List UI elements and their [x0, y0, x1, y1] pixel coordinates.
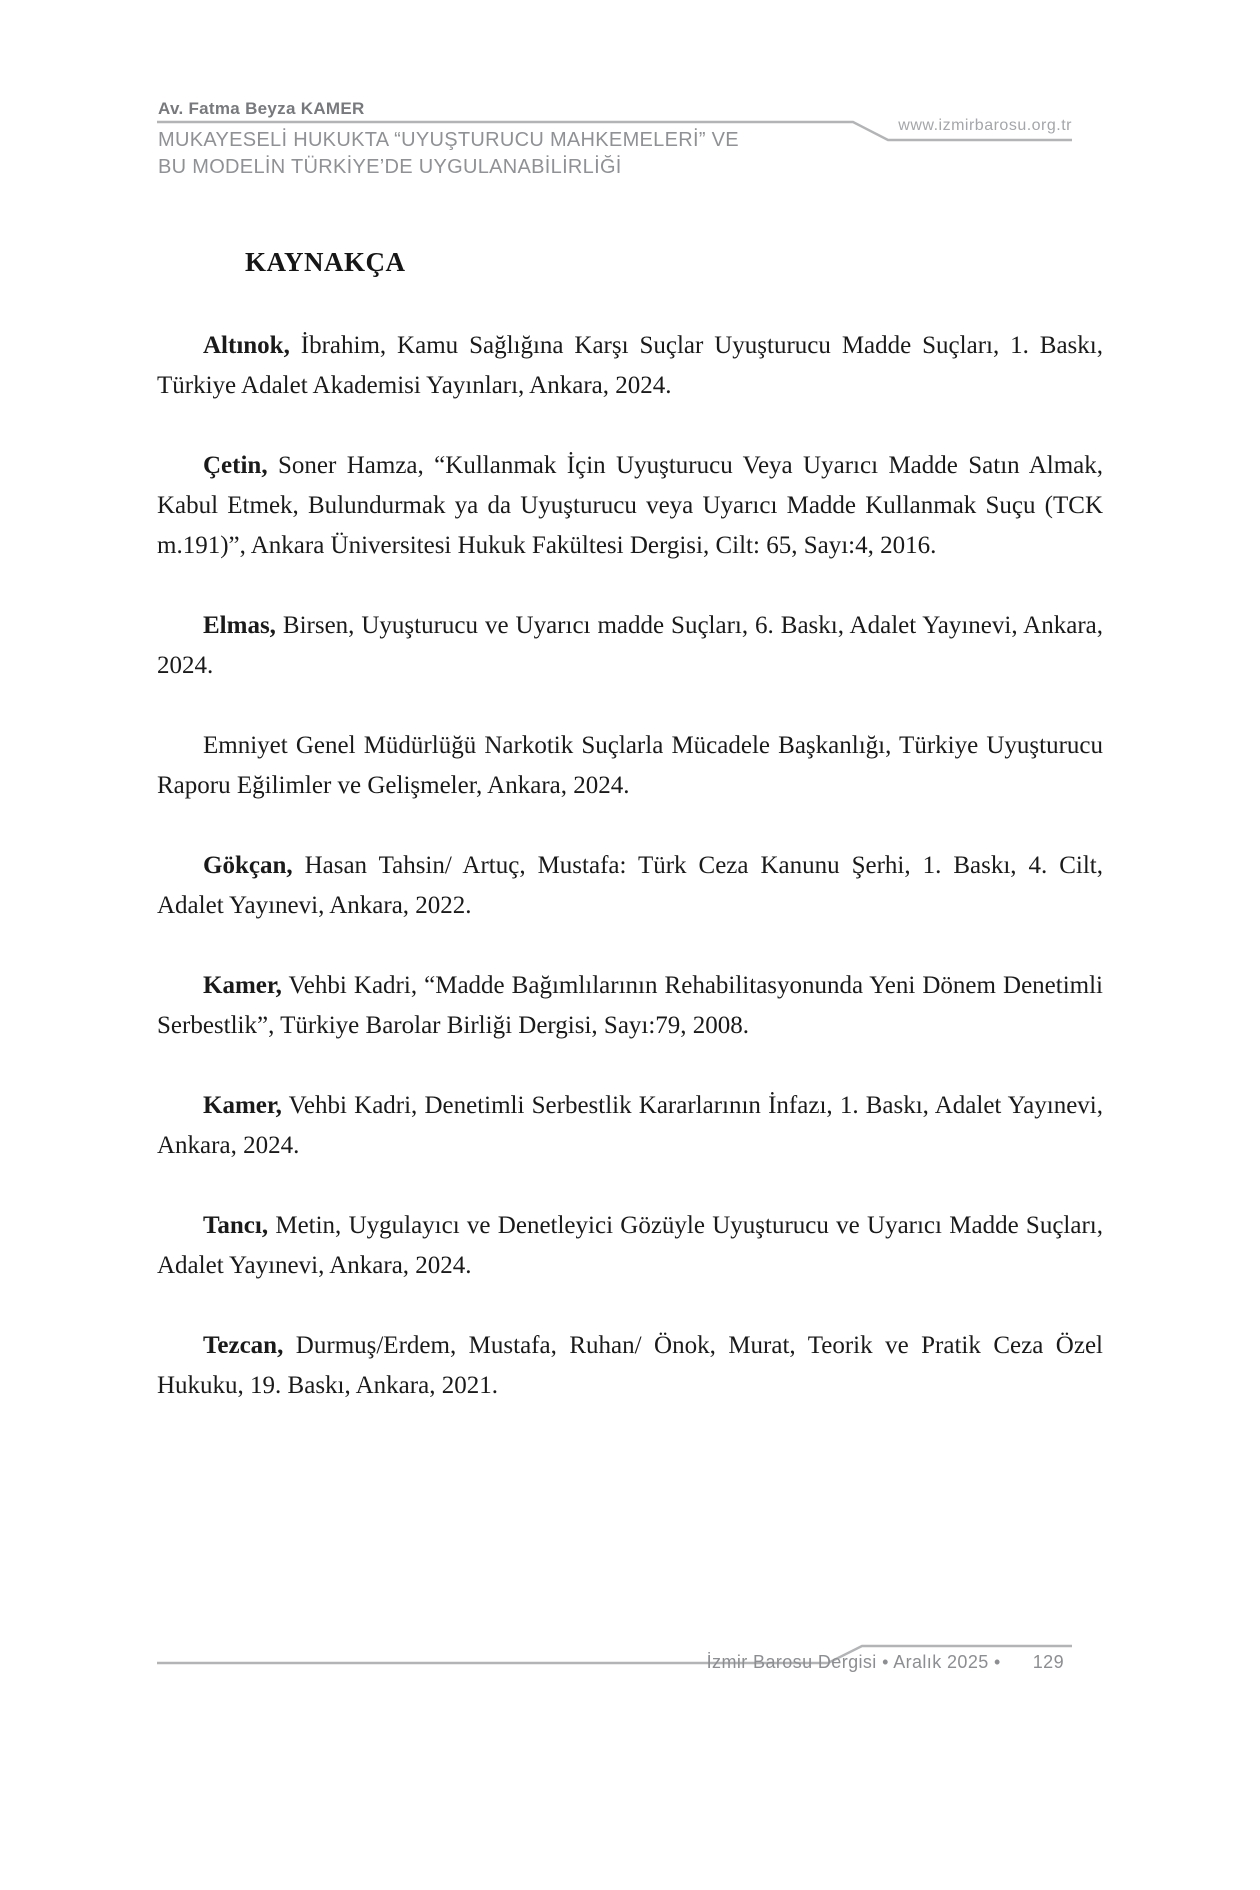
entry-author: Çetin, [203, 452, 268, 479]
page-number: 129 [1032, 1652, 1064, 1672]
bibliography-heading: KAYNAKÇA [245, 247, 406, 277]
article-title [158, 127, 898, 181]
entry-author: Tezcan, [203, 1332, 284, 1359]
entry-author: Elmas, [203, 612, 276, 639]
bibliography-entry [157, 1086, 1103, 1166]
entry-author: Altınok, [203, 332, 290, 359]
entry-text: Metin, Uygulayıcı ve Denetleyici Gözüyle Uyuşturucu ve Uyarıcı Madde Suçları, Adalet Yayınevi, Ankara, 2024. [157, 1212, 1103, 1279]
bibliography-entry [157, 446, 1103, 566]
website-url: www.izmirbarosu.org.tr [898, 117, 1072, 134]
bibliography-entry [157, 1326, 1103, 1406]
entry-author: Kamer, [203, 1092, 282, 1119]
entry-text: Soner Hamza, “Kullanmak İçin Uyuşturucu Veya Uyarıcı Madde Satın Almak, Kabul Etmek, Bulundurmak ya da Uyuşturucu veya Uyarıcı Madde Kullanmak Suçu (TCK m.191)”, Ankara Üniversitesi Hukuk Fakültesi Dergisi, Cilt: 65, Sayı:4, 2016. [157, 452, 1103, 559]
bibliography-entry [157, 1206, 1103, 1286]
article-title-line1: MUKAYESELİ HUKUKTA “UYUŞTURUCU MAHKEMELERİ” VE [158, 129, 739, 151]
bibliography-section [157, 247, 1103, 1446]
footer-meta [157, 1652, 1072, 1673]
bibliography-entry [157, 846, 1103, 926]
author-name: Av. Fatma Beyza KAMER [158, 99, 365, 118]
bibliography-entry [157, 326, 1103, 406]
entry-author: Kamer, [203, 972, 282, 999]
entry-text: Emniyet Genel Müdürlüğü Narkotik Suçlarla Mücadele Başkanlığı, Türkiye Uyuşturucu Raporu Eğilimler ve Gelişmeler, Ankara, 2024. [157, 732, 1103, 799]
article-title-line2: BU MODELİN TÜRKİYE’DE UYGULANABİLİRLİĞİ [158, 156, 622, 178]
journal-name: İzmir Barosu Dergisi • Aralık 2025 • [706, 1652, 1001, 1672]
entry-text: Vehbi Kadri, “Madde Bağımlılarının Rehabilitasyonunda Yeni Dönem Denetimli Serbestlik”, Türkiye Barolar Birliği Dergisi, Sayı:79, 2008. [157, 972, 1103, 1039]
entry-text: İbrahim, Kamu Sağlığına Karşı Suçlar Uyuşturucu Madde Suçları, 1. Baskı, Türkiye Adalet Akademisi Yayınları, Ankara, 2024. [157, 332, 1103, 399]
entry-text: Vehbi Kadri, Denetimli Serbestlik Kararlarının İnfazı, 1. Baskı, Adalet Yayınevi, Ankara, 2024. [157, 1092, 1103, 1159]
entry-author: Tancı, [203, 1212, 269, 1239]
bibliography-entry [157, 966, 1103, 1046]
bibliography-entry [157, 726, 1103, 806]
entry-text: Birsen, Uyuşturucu ve Uyarıcı madde Suçları, 6. Baskı, Adalet Yayınevi, Ankara, 2024. [157, 612, 1103, 679]
bibliography-entry [157, 606, 1103, 686]
entry-author: Gökçan, [203, 852, 293, 879]
entry-text: Hasan Tahsin/ Artuç, Mustafa: Türk Ceza Kanunu Şerhi, 1. Baskı, 4. Cilt, Adalet Yayınevi, Ankara, 2022. [157, 852, 1103, 919]
entry-text: Durmuş/Erdem, Mustafa, Ruhan/ Önok, Murat, Teorik ve Pratik Ceza Özel Hukuku, 19. Baskı, Ankara, 2021. [157, 1332, 1103, 1399]
